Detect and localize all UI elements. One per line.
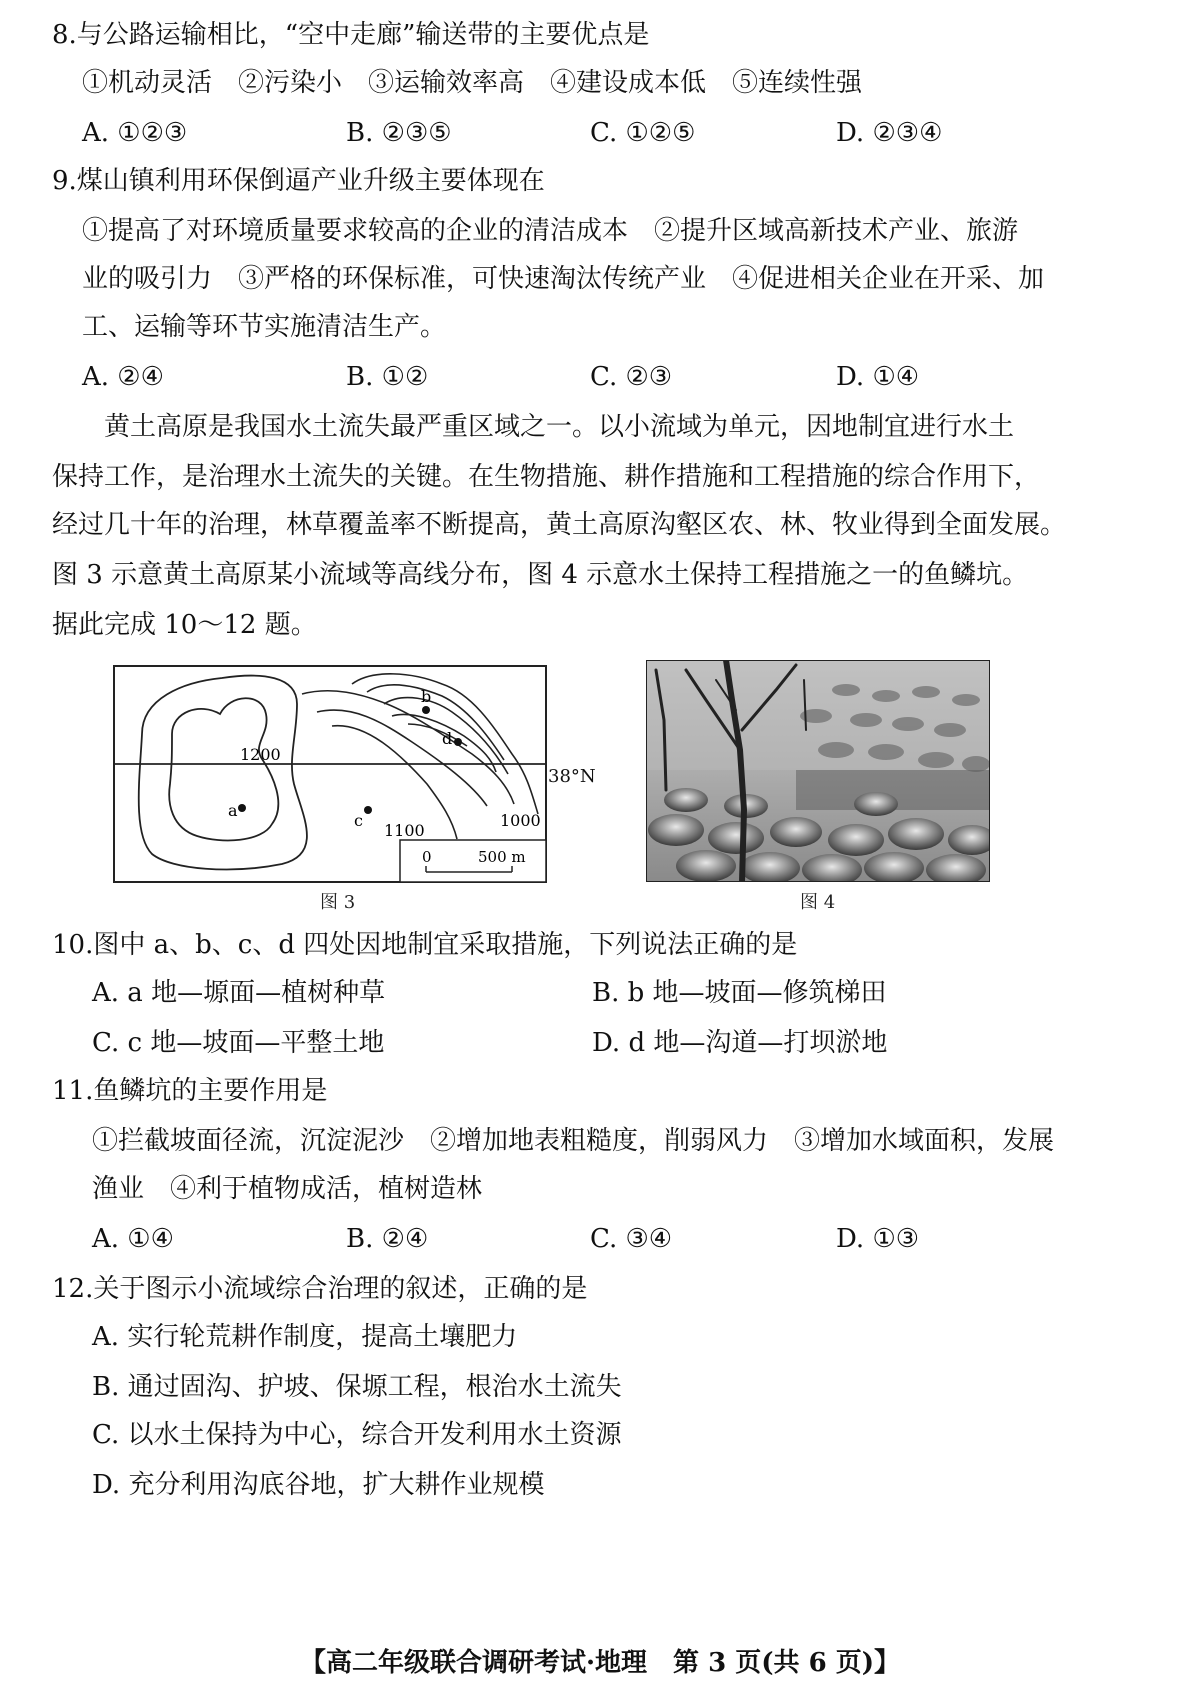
question-9-line: ①提高了对环境质量要求较高的企业的清洁成本 ②提升区域高新技术产业、旅游 bbox=[82, 216, 1019, 246]
question-10-stem: 10.图中 a、b、c、d 四处因地制宜采取措施，下列说法正确的是 bbox=[52, 930, 798, 960]
point-c-label: c bbox=[354, 811, 363, 830]
question-8-option-d: D. ②③④ bbox=[836, 118, 943, 148]
question-11-option-d: D. ①③ bbox=[836, 1224, 920, 1254]
question-9-line: 工、运输等环节实施清洁生产。 bbox=[82, 312, 447, 342]
question-9-option-c: C. ②③ bbox=[590, 362, 673, 392]
passage-line: 黄土高原是我国水土流失最严重区域之一。以小流域为单元，因地制宜进行水土 bbox=[52, 412, 1015, 442]
contour-label-1100: 1100 bbox=[384, 821, 425, 840]
passage-line: 保持工作，是治理水土流失的关键。在生物措施、耕作措施和工程措施的综合作用下， bbox=[52, 462, 1041, 492]
passage-line: 图 3 示意黄土高原某小流域等高线分布，图 4 示意水土保持工程措施之一的鱼鳞坑。 bbox=[52, 560, 1029, 590]
passage-line: 据此完成 10～12 题。 bbox=[52, 610, 317, 640]
question-9-stem: 9.煤山镇利用环保倒逼产业升级主要体现在 bbox=[52, 166, 545, 196]
question-8-option-c: C. ①②⑤ bbox=[590, 118, 696, 148]
latitude-label: 38°N bbox=[548, 766, 596, 787]
page-footer: 【高二年级联合调研考试·地理 第 3 页(共 6 页)】 bbox=[299, 1648, 901, 1678]
point-c bbox=[364, 806, 372, 814]
question-9-option-d: D. ①④ bbox=[836, 362, 920, 392]
figure-3-contour-map bbox=[112, 664, 548, 884]
scale-zero: 0 bbox=[422, 848, 432, 866]
question-12-option-b: B. 通过固沟、护坡、保塬工程，根治水土流失 bbox=[92, 1372, 622, 1402]
question-8-option-a: A. ①②③ bbox=[82, 118, 188, 148]
question-9-option-a: A. ②④ bbox=[82, 362, 164, 392]
question-12-option-c: C. 以水土保持为中心，综合开发利用水土资源 bbox=[92, 1420, 622, 1450]
question-12-option-a: A. 实行轮荒耕作制度，提高土壤肥力 bbox=[92, 1322, 518, 1352]
scale-distance: 500 m bbox=[478, 848, 526, 866]
figure-3-caption: 图 3 bbox=[320, 892, 356, 913]
question-11-stem: 11.鱼鳞坑的主要作用是 bbox=[52, 1076, 328, 1106]
question-11-line: ①拦截坡面径流，沉淀泥沙 ②增加地表粗糙度，削弱风力 ③增加水域面积，发展 bbox=[92, 1126, 1055, 1156]
question-11-option-b: B. ②④ bbox=[346, 1224, 429, 1254]
contour-label-1000: 1000 bbox=[500, 811, 541, 830]
figure-4-photo bbox=[646, 660, 990, 882]
question-11-option-c: C. ③④ bbox=[590, 1224, 673, 1254]
point-b-label: b bbox=[421, 687, 432, 706]
point-a bbox=[238, 804, 246, 812]
question-12-option-d: D. 充分利用沟底谷地，扩大耕作业规模 bbox=[92, 1470, 545, 1500]
figure-4-caption: 图 4 bbox=[800, 892, 836, 913]
point-d bbox=[454, 738, 462, 746]
question-12-stem: 12.关于图示小流域综合治理的叙述，正确的是 bbox=[52, 1274, 588, 1304]
question-8-stem: 8.与公路运输相比，“空中走廊”输送带的主要优点是 bbox=[52, 20, 650, 50]
contour-label-1200: 1200 bbox=[240, 745, 281, 764]
question-10-option-a: A. a 地—塬面—植树种草 bbox=[92, 978, 386, 1008]
question-8-items: ①机动灵活 ②污染小 ③运输效率高 ④建设成本低 ⑤连续性强 bbox=[82, 68, 863, 98]
passage-line: 经过几十年的治理，林草覆盖率不断提高，黄土高原沟壑区农、林、牧业得到全面发展。 bbox=[52, 510, 1067, 540]
question-8-option-b: B. ②③⑤ bbox=[346, 118, 452, 148]
point-d-label: d bbox=[442, 729, 453, 748]
question-9-line: 业的吸引力 ③严格的环保标准，可快速淘汰传统产业 ④促进相关企业在开采、加 bbox=[82, 264, 1045, 294]
question-10-option-d: D. d 地—沟道—打坝淤地 bbox=[592, 1028, 888, 1058]
point-b bbox=[422, 706, 430, 714]
question-9-option-b: B. ①② bbox=[346, 362, 429, 392]
question-10-option-b: B. b 地—坡面—修筑梯田 bbox=[592, 978, 887, 1008]
point-a-label: a bbox=[228, 801, 238, 820]
question-11-option-a: A. ①④ bbox=[92, 1224, 174, 1254]
question-10-option-c: C. c 地—坡面—平整土地 bbox=[92, 1028, 385, 1058]
question-11-line: 渔业 ④利于植物成活，植树造林 bbox=[92, 1174, 483, 1204]
